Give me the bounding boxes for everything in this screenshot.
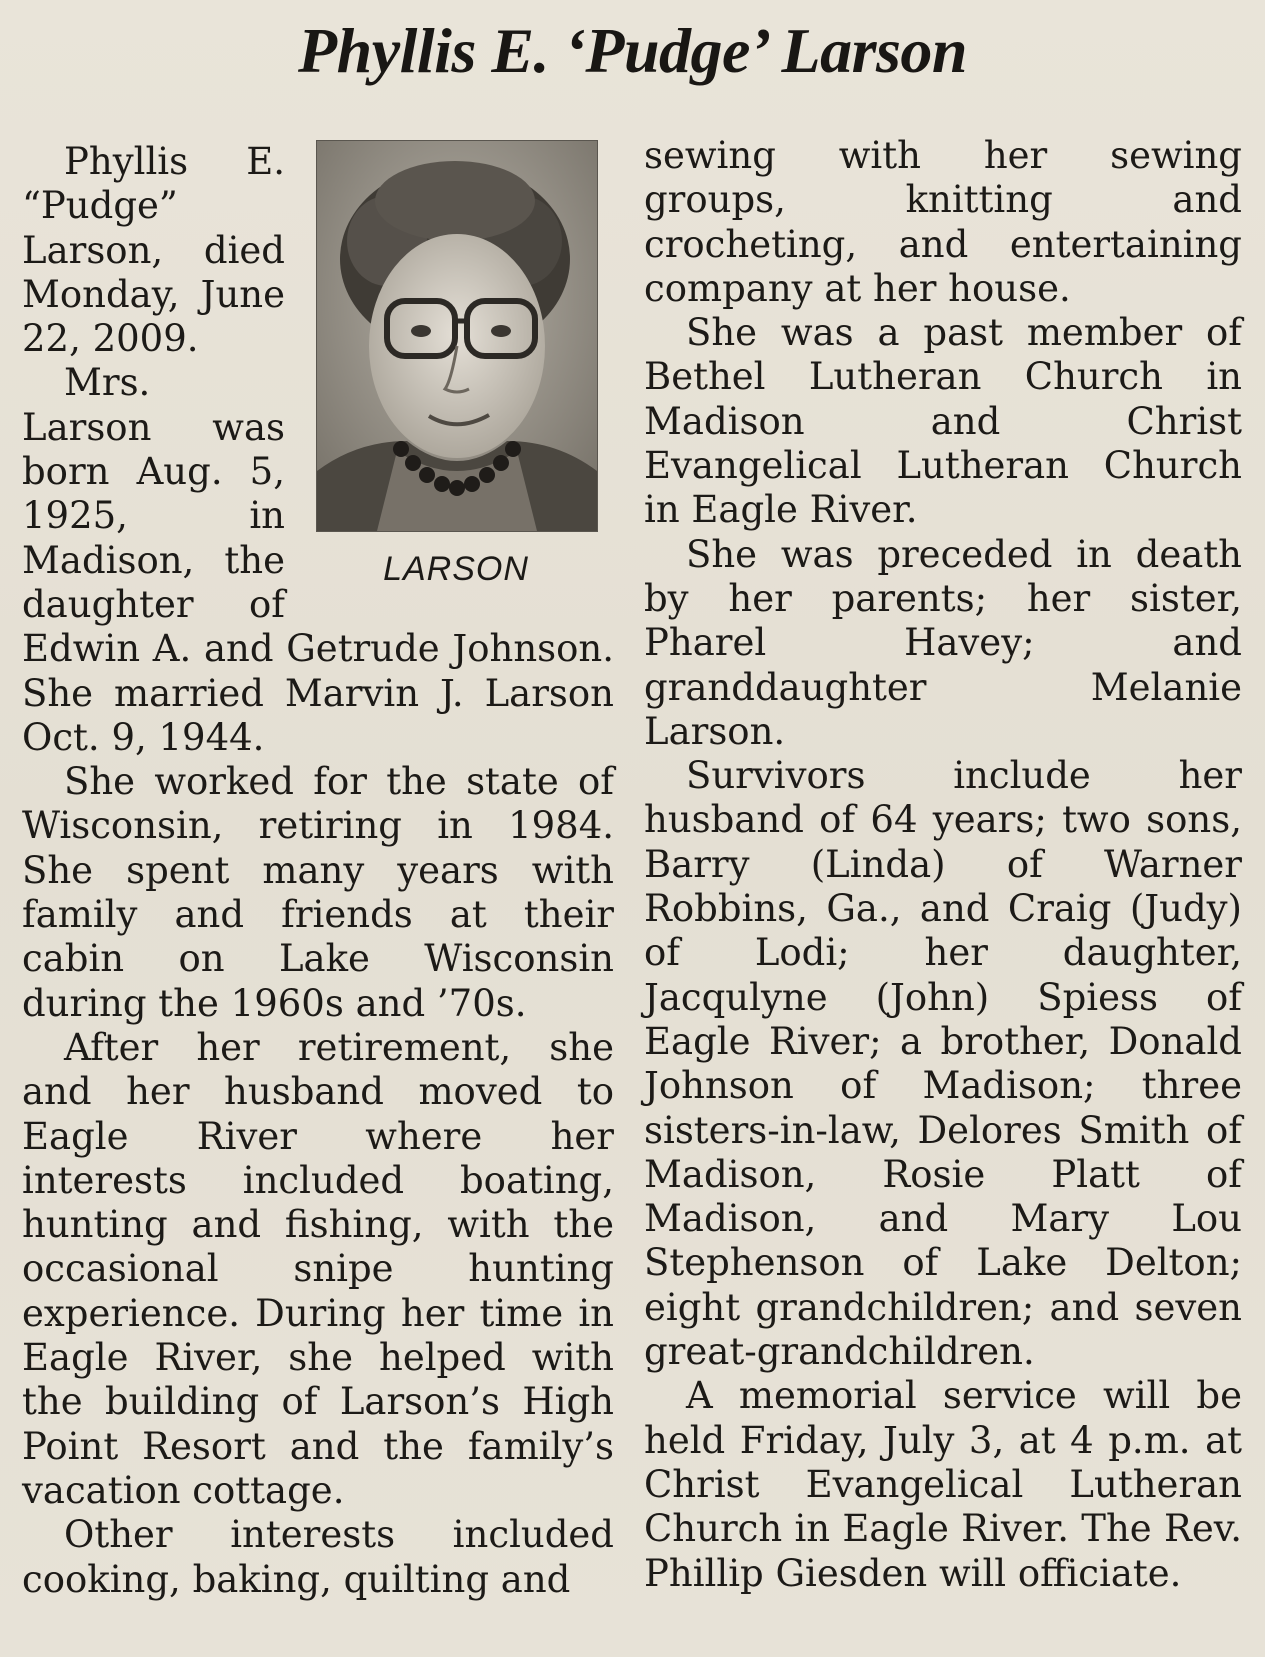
- paragraph: Other interests included cooking, baking, quilting and: [22, 1513, 614, 1601]
- paragraph: Mrs. Larson was born Aug. 5, 1925, in Madison, the daughter of Edwin A. and Getrude Johnson. She married Marvin J. Larson Oct. 9, 1944.: [22, 361, 614, 759]
- paragraph: Phyllis E. “Pudge” Larson, died Monday, June 22, 2009.: [22, 140, 285, 361]
- paragraph: She was preceded in death by her parents; her sister, Pharel Havey; and granddaughter Melanie Larson.: [644, 532, 1242, 753]
- paragraph: A memorial service will be held Friday, July 3, at 4 p.m. at Christ Evangelical Lutheran Church in Eagle River. The Rev. Phillip Giesden will officiate.: [644, 1374, 1242, 1595]
- right-column: [644, 134, 1242, 1596]
- headline: Phyllis E. ‘Pudge’ Larson: [298, 15, 967, 86]
- paragraph: She was a past member of Bethel Lutheran Church in Madison and Christ Evangelical Lutheran Church in Eagle River.: [644, 311, 1242, 532]
- paragraph: After her retirement, she and her husband moved to Eagle River where her interests included boating, hunting and fishing, with the occasional snipe hunting experience. During her time in Eagle River, she helped with the building of Larson’s High Point Resort and the family’s vacation cottage.: [22, 1025, 614, 1512]
- left-column: [22, 140, 614, 1602]
- paragraph: She worked for the state of Wisconsin, retiring in 1984. She spent many years with family and friends at their cabin on Lake Wisconsin during the 1960s and ’70s.: [22, 760, 614, 1025]
- paragraph: sewing with her sewing groups, knitting and crocheting, and entertaining company at her house.: [644, 134, 1242, 310]
- photo-spacer: [299, 144, 614, 609]
- paragraph: Survivors include her husband of 64 years; two sons, Barry (Linda) of Warner Robbins, Ga., and Craig (Judy) of Lodi; her daughter, Jacqulyne (John) Spiess of Eagle River; a brother, Donald Johnson of Madison; three sisters-in-law, Delores Smith of Madison, Rosie Platt of Madison, and Mary Lou Stephenson of Lake Delton; eight grandchildren; and seven great-grandchildren.: [644, 754, 1242, 1374]
- photo-caption: LARSON: [383, 550, 529, 588]
